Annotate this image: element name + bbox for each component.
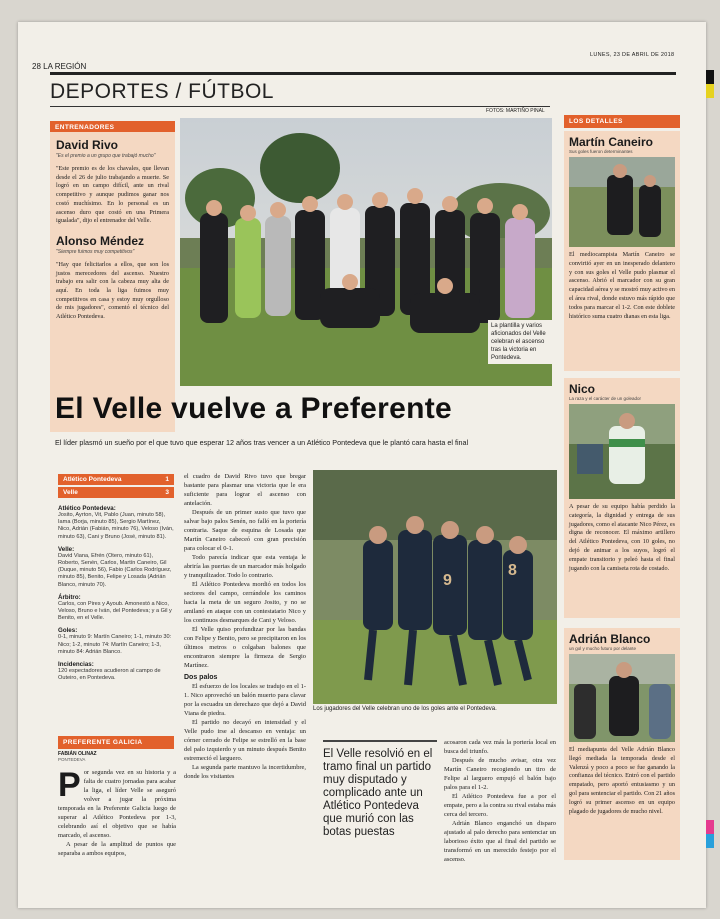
fact-title: Velle:	[58, 545, 75, 553]
goal-celebration-photo	[313, 470, 557, 704]
section-title: DEPORTES / FÚTBOL	[50, 80, 274, 103]
player-subtitle: La raza y el carácter de un goleador	[569, 396, 642, 401]
player-box	[564, 628, 680, 860]
score-row-away: Velle 3	[58, 487, 174, 498]
issue-date: LUNES, 23 DE ABRIL DE 2018	[590, 52, 675, 58]
player-text: A pesar de su equipo había perdido la categoría, la dignidad y entrega de sus jugadores, como el atacante Nico Pérez, es digna de reconocer. El máximo artillero del Atlético Pontedeva, con 10 goles, no dejó de animar a los suyos, logró el empate transitorio y peleó hasta el final jugando con la camiseta rota de costado.	[569, 503, 675, 572]
match-facts	[58, 500, 174, 682]
author: FABIÁN OLINAZ	[58, 751, 97, 757]
coaches-tag: ENTRENADORES	[50, 121, 175, 134]
drop-cap: P	[58, 766, 81, 804]
coach-quote: "Este premio es de los chavales, que llevan desde el 26 de julio trabajando a muerte. Se logró en un campo difícil, ante un rival competitivo y aunque pudimos ganar nos costó muchísimo. En lo personal es un ascenso duro que costó en una Primera igualada", dijo el entrenador del Velle.	[56, 165, 169, 225]
photo-credit: FOTOS: MARTIÑO PINAL	[486, 108, 545, 114]
photo-caption: Los jugadores del Velle celebran uno de los goles ante el Pontedeva.	[313, 706, 497, 712]
fact-text: Josito, Ayrton, Vit, Pablo (Juan, minuto 58), Iama (Borja, minuto 85), Sergio Martínez, Nico, Adrián (Fabián, minuto 76), Veloso (Iván, minuto 63), Cani y Bruno (José, minuto 81).	[58, 512, 174, 540]
player-photo	[569, 654, 675, 742]
player-box	[564, 378, 680, 618]
player-text: El mediocampista Martín Caneiro se convirtió ayer en un inesperado delantero y con sus goles el Velle pudo plasmar el ascenso. Abrió el marcador con su gran capacidad aérea y se mostró muy activo en el área rival, donde estuvo más rápido que todos para marcar el 1-2. Con este doblete histórico suma cuatro dianas en esta liga.	[569, 251, 676, 320]
subheadline: El líder plasmó un sueño por el que tuvo que esperar 12 años tras vencer a un Atlético Pontedeva que le plantó cara hasta el final	[55, 438, 469, 447]
player-name: Martín Caneiro	[569, 135, 654, 149]
player-subtitle: un gol y mucho futuro por delante	[569, 646, 637, 651]
svg-text:9: 9	[443, 572, 452, 589]
coaches-box	[50, 132, 175, 432]
article-column-3: acosaron cada vez más la portería local en busca del triunfo. Después de mucho avisar, otra vez Martín Caneiro recogiendo un tiro de Felipe al larguero empujó el balón bajo palos para el 1-2. El Atlético Pontedeva fue a por el empate, pero a la contra su rival estaba más cerca del tercero. Adrián Blanco enganchó un disparo ajustado al palo derecho para sentenciar un laborioso éxito que al final del partido se transformó en un merecido festejo por el ascenso.	[444, 739, 556, 863]
fact-text: 0-1, minuto 9: Martín Caneiro; 1-1, minuto 30: Nico; 1-2, minuto 74: Martín Caneiro; 1-3, minuto 84: Adrián Blanco.	[58, 634, 172, 655]
print-mark	[706, 84, 714, 98]
fact-title: Goles:	[58, 627, 78, 635]
fact-title: Árbitro:	[58, 593, 81, 601]
pull-quote: El Velle resolvió en el tramo final un partido muy disputado y complicado ante un Atlético Pontedeva que murió con las botas puestas	[323, 740, 437, 839]
coach-quote: "Hay que felicitarlos a ellos, que son los justos merecedores del ascenso. Nuestro trabajo era salir con la cabeza muy alta de aquí. En toda la liga fuimos muy competitivos en casa y estoy muy orgulloso de mis jugadores", comentó el técnico del Atlético Pontedeva.	[56, 260, 169, 321]
page-number: 28 LA REGIÓN	[32, 62, 87, 71]
player-name: Adrián Blanco	[569, 632, 651, 646]
fact-text: David Viana, Efrén (Otero, minuto 61), Roberto, Senén, Carlos, Martín Caneiro, Gil (Duque, minuto 56), Fabio (Carlos Rodríguez, minuto 85), Benito, Felipe y Losada (Adrián Blanco, minuto 70).	[58, 552, 172, 588]
headline: El Velle vuelve a Preferente	[55, 392, 452, 425]
player-photo	[569, 404, 675, 499]
section-rule	[50, 106, 550, 107]
coach-name: David Rivo	[56, 138, 119, 152]
player-subtitle: Sus goles fueron determinantes	[569, 149, 633, 154]
coach-name: Alonso Méndez	[56, 233, 145, 248]
fact-title: Incidencias:	[58, 661, 94, 669]
coach-quote-title: "Es el premio a un grupo que trabajó mucho"	[56, 153, 156, 159]
article-column-2: el cuadro de David Rivo tuvo que bregar bastante para plasmar una victoria que le era suficiente para lograr el ascenso con antelación. Después de un primer susto que tuvo que salvar bajo palos Senén, no falló en la portería contraria. Saque de esquina de Losada que Martín Caneiro cabeceó con gran precisión para colocar el 0-1. Todo parecía indicar que esta ventaja le abriría las puertas de un marcador más holgado y tranquilizador. Todo lo contrario. El Atlético Pontedeva mordió en todos los sectores del campo, cerrándole los caminos hacia la meta de un seguro Josito, y no se amilanó en ataque con un contestatario Nico y los continuos desmarques de Cani y Veloso. El Velle quiso profundizar por las bandas con Felipe y Benito, pero se precipitaron en los últimos metros o colgaban balones que encontraron siempre la firmeza de Sergio Martínez. Dos palos El esfuerzo de los locales se tradujo en el 1-1. Nico aprovechó un balón muerto para clavar por la escuadra un derechazo que dejó a David Viana de piedra. El partido no decayó en intensidad y el Velle pudo irse al descanso en ventaja: un córner cerrado de Felipe se estrelló en la base del palo izquierdo y un minuto después Benito estremeció el larguero. La segunda parte mantuvo la incertidumbre, donde los visitantes	[184, 473, 306, 780]
byline	[58, 736, 174, 762]
details-tag: LOS DETALLES	[564, 115, 680, 128]
sub-heading: Dos palos	[184, 674, 218, 681]
league-tag: PREFERENTE GALICIA	[58, 736, 174, 749]
print-mark	[706, 820, 714, 834]
fact-text: 120 espectadores acudieron al campo de Outeiro, en Pontedeva.	[58, 668, 161, 682]
fact-title: Atlético Pontedeva:	[58, 505, 116, 512]
dateline: PONTEDEVA	[58, 757, 86, 762]
player-text: El mediapunta del Velle Adrián Blanco llegó mediada la temporada desde el Valenzá y poco a poco se fue ganando la confianza del técnico. Entró con el partido empatado, pero aportó entusiasmo y un gol para sentenciar el partido. Con 21 años logró su primer ascenso en un equipo plagado de jugadores de mucho nivel.	[569, 746, 675, 815]
header-rule	[50, 72, 676, 75]
fact-text: Carlos, con Pires y Ayoub. Amonestó a Nico, Veloso, Bruno e Iván, del Pontedeva; y a Gil y Benito, en el Velle.	[58, 600, 172, 622]
article-column-1: Por segunda vez en su historia y a falta de cuatro jornadas para acabar la liga, el líder Velle se aseguró volver a jugar la próxima temporada en la Preferente Galicia luego de superar al Atlético Pontedeva por 1-3, celebrando así el objetivo que se había marcado, el ascenso. A pesar de la amplitud de puntos que separaba a ambos equipos,	[58, 766, 176, 857]
svg-text:8: 8	[508, 562, 517, 579]
player-box	[564, 131, 680, 371]
player-photo	[569, 157, 675, 247]
print-mark	[706, 834, 714, 848]
photo-caption: La plantilla y varios aficionados del Velle celebran el ascenso tras la victoria en Pontedeva.	[488, 320, 552, 364]
score-box	[58, 474, 174, 500]
print-mark	[706, 70, 714, 84]
player-name: Nico	[569, 382, 596, 396]
coach-quote-title: "Siempre fuimos muy competitivos"	[56, 248, 135, 255]
score-row-home: Atlético Pontedeva 1	[58, 474, 174, 485]
